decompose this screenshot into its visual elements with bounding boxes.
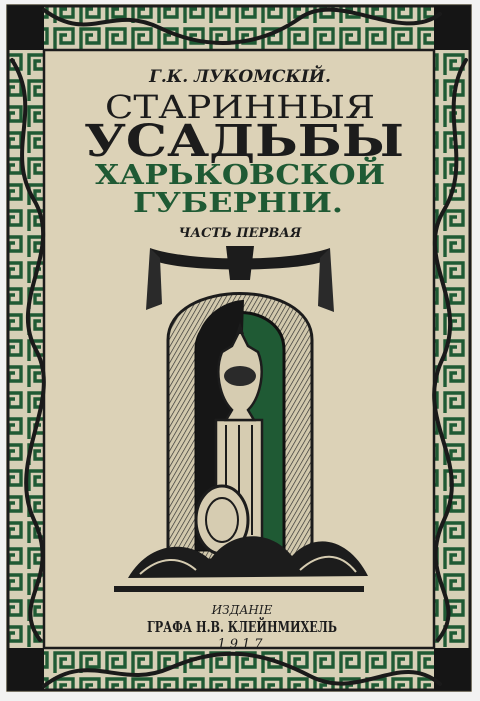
title-line-1: СТАРИННЫЯ — [105, 88, 375, 126]
publisher-name: ГРАФА Н.В. КЛЕЙНМИХЕЛЬ — [147, 618, 402, 636]
year: 1917 — [217, 637, 267, 652]
title-line-2: УСАДЬБЫ — [84, 116, 404, 167]
title-line-4: ГУБЕРНІИ. — [133, 188, 343, 219]
publisher-label: ИЗДАНІЕ — [211, 603, 273, 617]
author: Г.К. ЛУКОМСКІЙ. — [149, 67, 331, 87]
part-label: ЧАСТЬ ПЕРВАЯ — [178, 226, 302, 241]
title-line-3: ХАРЬКОВСКОЙ — [95, 160, 347, 191]
